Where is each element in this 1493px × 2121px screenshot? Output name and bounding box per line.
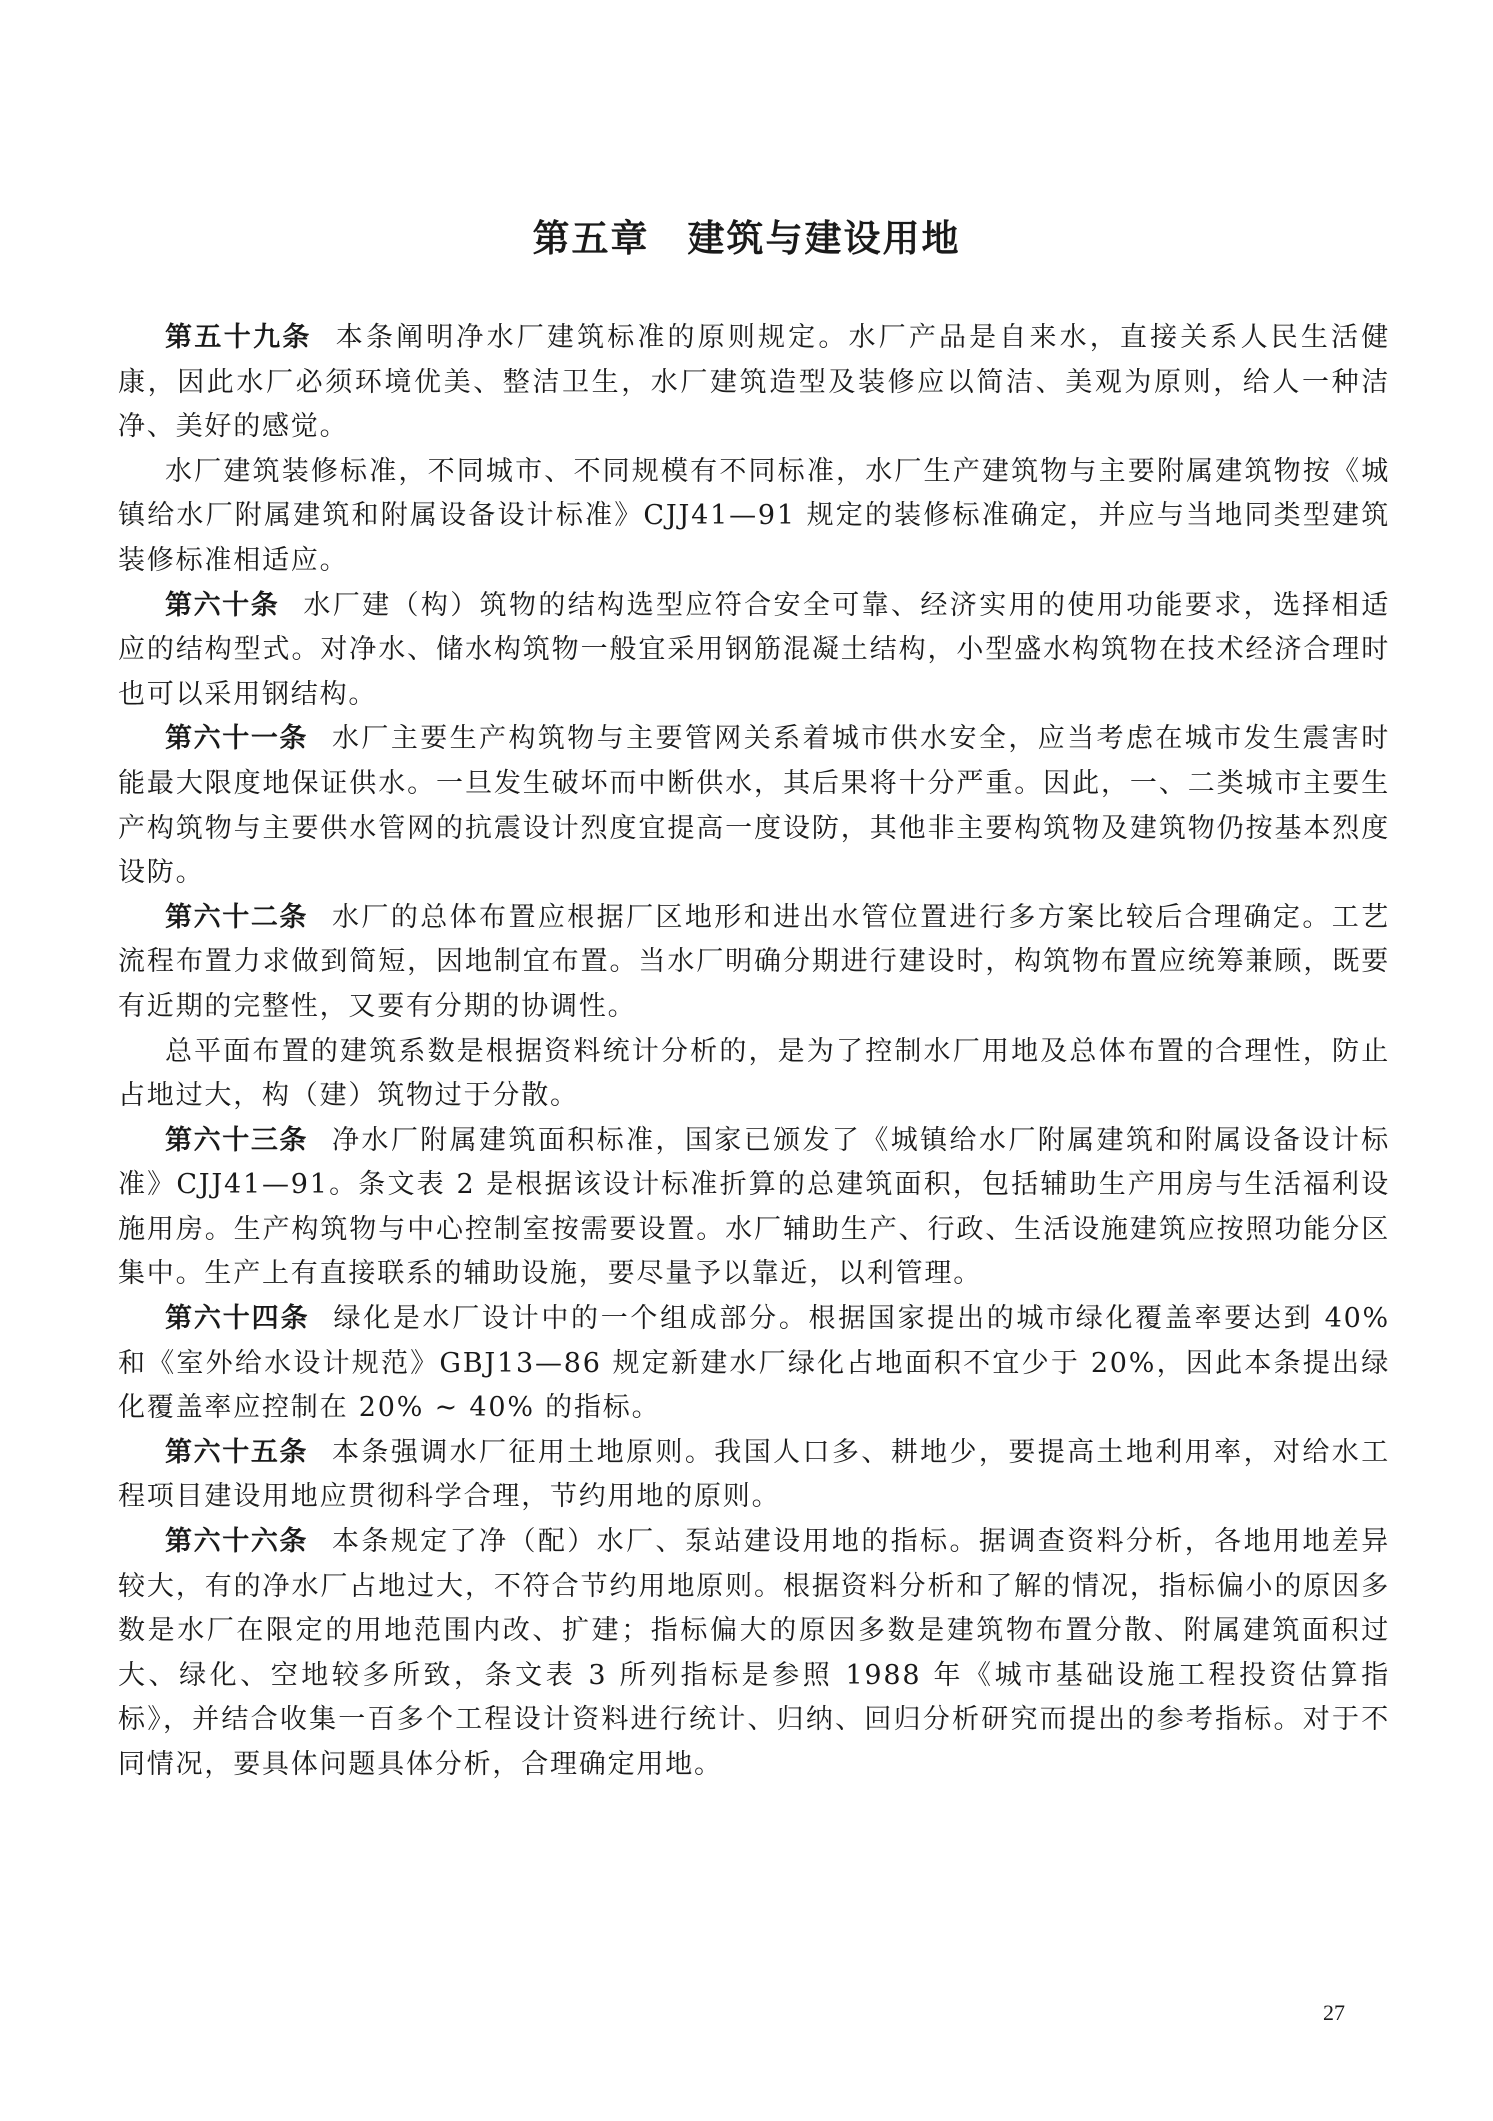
page-title <box>0 208 1493 262</box>
paragraph-text: 本条阐明净水厂建筑标准的原则规定。水厂产品是自来水，直接关系人民生活健康，因此水厂必须环境优美、整洁卫生，水厂建筑造型及装修应以简洁、美观为原则，给人一种洁净、美好的感觉。 <box>118 322 1390 443</box>
paragraph-article-64 <box>118 1297 1390 1431</box>
paragraph-article-61 <box>118 717 1390 895</box>
paragraph-text: 绿化是水厂设计中的一个组成部分。根据国家提出的城市绿化覆盖率要达到 40% 和《室外给水设计规范》GBJ13—86 规定新建水厂绿化占地面积不宜少于 20%，因此本条提出绿化覆盖率应控制在 20% ~ 40% 的指标。 <box>118 1303 1390 1424</box>
paragraph-article-63 <box>118 1119 1390 1297</box>
article-label: 第六十六条 <box>165 1526 309 1558</box>
article-label: 第六十三条 <box>165 1124 309 1156</box>
article-label: 第六十条 <box>165 589 280 621</box>
paragraph-text: 总平面布置的建筑系数是根据资料统计分析的，是为了控制水厂用地及总体布置的合理性，防止占地过大，构（建）筑物过于分散。 <box>118 1035 1390 1112</box>
page-number: 27 <box>1323 2000 1345 2025</box>
paragraph-text: 水厂建筑装修标准，不同城市、不同规模有不同标准，水厂生产建筑物与主要附属建筑物按《城镇给水厂附属建筑和附属设备设计标准》CJJ41—91 规定的装修标准确定，并应与当地同类型建筑装修标准相适应。 <box>118 455 1390 576</box>
paragraph-text: 水厂的总体布置应根据厂区地形和进出水管位置进行多方案比较后合理确定。工艺流程布置力求做到简短，因地制宜布置。当水厂明确分期进行建设时，构筑物布置应统筹兼顾，既要有近期的完整性，又要有分期的协调性。 <box>118 901 1390 1022</box>
paragraph-article-66 <box>118 1520 1390 1788</box>
article-label: 第六十四条 <box>165 1303 310 1335</box>
paragraph-text: 本条强调水厂征用土地原则。我国人口多、耕地少，要提高土地利用率，对给水工程项目建设用地应贯彻科学合理，节约用地的原则。 <box>118 1436 1390 1513</box>
paragraph-text: 水厂建（构）筑物的结构选型应符合安全可靠、经济实用的使用功能要求，选择相适应的结构型式。对净水、储水构筑物一般宜采用钢筋混凝土结构，小型盛水构筑物在技术经济合理时也可以采用钢结构。 <box>118 589 1390 710</box>
paragraph-article-62 <box>118 896 1390 1030</box>
article-label: 第六十二条 <box>165 901 309 933</box>
article-label: 第五十九条 <box>165 322 312 353</box>
article-label: 第六十五条 <box>165 1436 309 1468</box>
paragraph-text: 水厂主要生产构筑物与主要管网关系着城市供水安全，应当考虑在城市发生震害时能最大限度地保证供水。一旦发生破坏而中断供水，其后果将十分严重。因此，一、二类城市主要生产构筑物与主要供水管网的抗震设计烈度宜提高一度设防，其他非主要构筑物及建筑物仍按基本烈度设防。 <box>118 723 1390 889</box>
chapter-number: 第五章 <box>532 217 650 260</box>
paragraph-text: 净水厂附属建筑面积标准，国家已颁发了《城镇给水厂附属建筑和附属设备设计标准》CJJ41—91。条文表 2 是根据该设计标准折算的总建筑面积，包括辅助生产用房与生活福利设施用房。生产构筑物与中心控制室按需要设置。水厂辅助生产、行政、生活设施建筑应按照功能分区集中。生产上有直接联系的辅助设施，要尽量予以靠近，以利管理。 <box>118 1124 1390 1290</box>
body-text <box>118 316 1390 1788</box>
paragraph-article-62-cont <box>118 1030 1390 1119</box>
paragraph-text: 本条规定了净（配）水厂、泵站建设用地的指标。据调查资料分析，各地用地差异较大，有的净水厂占地过大，不符合节约用地原则。根据资料分析和了解的情况，指标偏小的原因多数是水厂在限定的用地范围内改、扩建；指标偏大的原因多数是建筑物布置分散、附属建筑面积过大、绿化、空地较多所致，条文表 3 所列指标是参照 1988 年《城市基础设施工程投资估算指标》，并结合收集一百多个工程设计资料进行统计、归纳、回归分析研究而提出的参考指标。对于不同情况，要具体问题具体分析，合理确定用地。 <box>118 1526 1390 1780</box>
article-label: 第六十一条 <box>165 723 309 755</box>
paragraph-article-60 <box>118 584 1390 718</box>
paragraph-article-59 <box>118 316 1390 450</box>
chapter-name: 建筑与建设用地 <box>687 217 961 260</box>
paragraph-article-65 <box>118 1431 1390 1520</box>
paragraph-article-59-cont <box>118 450 1390 584</box>
